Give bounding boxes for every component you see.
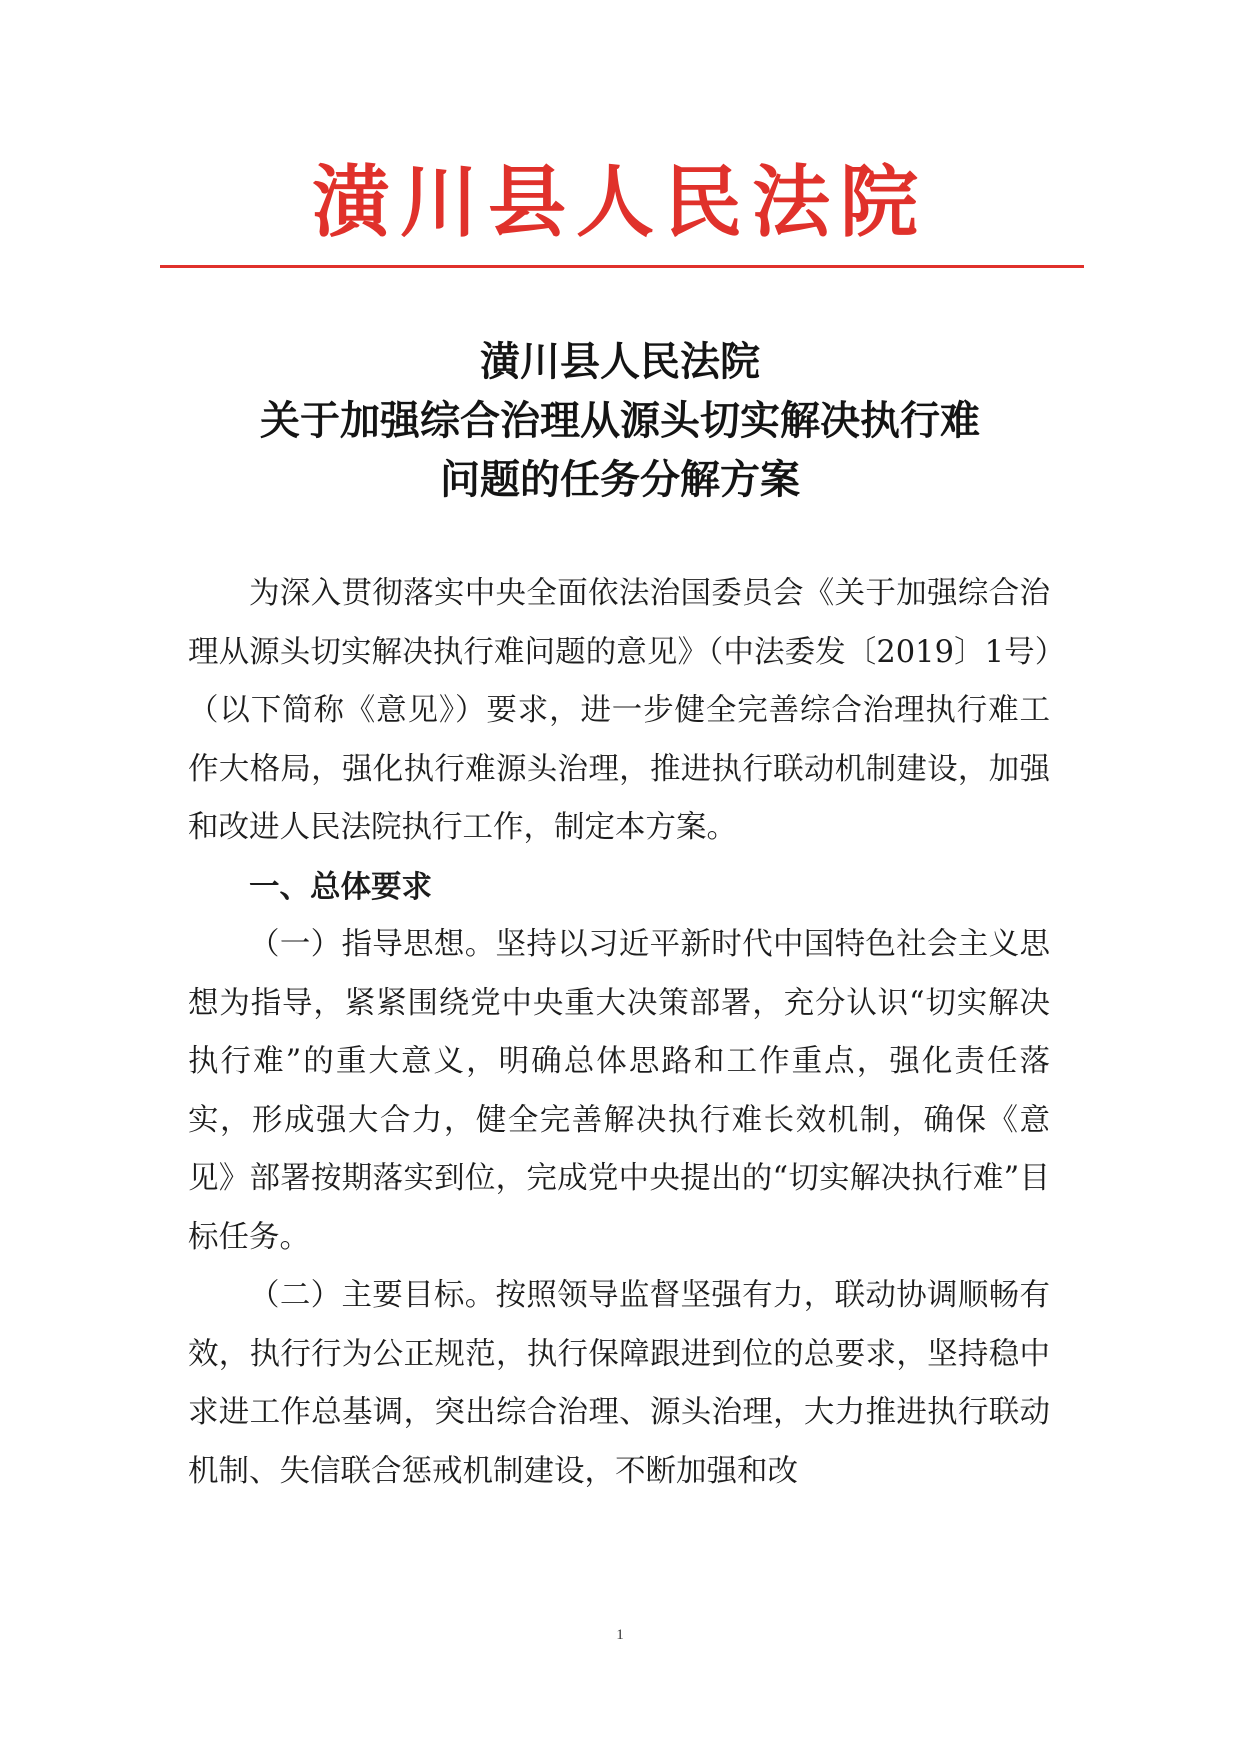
intro-paragraph: 为深入贯彻落实中央全面依法治国委员会《关于加强综合治理从源头切实解决执行难问题的意见》（中法委发〔2019〕1号）（以下简称《意见》）要求，进一步健全完善综合治理执行难工作大格局，强化执行难源头治理，推进执行联动机制建设，加强和改进人民法院执行工作，制定本方案。 bbox=[188, 576, 1050, 845]
paragraph-guiding-ideology: （一）指导思想。坚持以习近平新时代中国特色社会主义思想为指导，紧紧围绕党中央重大决策部署，充分认识“切实解决执行难”的重大意义，明确总体思路和工作重点，强化责任落实，形成强大合力，健全完善解决执行难长效机制，确保《意见》部署按期落实到位，完成党中央提出的“切实解决执行难”目标任务。 bbox=[188, 927, 1050, 1255]
title-line-1: 潢川县人民法院 bbox=[480, 338, 760, 385]
masthead-red-rule bbox=[160, 265, 1084, 268]
document-body bbox=[188, 565, 1050, 1501]
document-title bbox=[0, 332, 1240, 509]
page-number: 1 bbox=[616, 1627, 624, 1643]
paragraph-main-objectives: （二）主要目标。按照领导监督坚强有力，联动协调顺畅有效，执行行为公正规范，执行保障跟进到位的总要求，坚持稳中求进工作总基调，突出综合治理、源头治理，大力推进执行联动机制、失信联合惩戒机制建设，不断加强和改 bbox=[188, 1278, 1050, 1489]
title-line-2: 关于加强综合治理从源头切实解决执行难 bbox=[260, 397, 980, 444]
title-line-3: 问题的任务分解方案 bbox=[440, 456, 800, 503]
masthead-org-name: 潢川县人民法院 bbox=[311, 157, 928, 248]
section-heading-general-requirements: 一、总体要求 bbox=[249, 868, 432, 905]
